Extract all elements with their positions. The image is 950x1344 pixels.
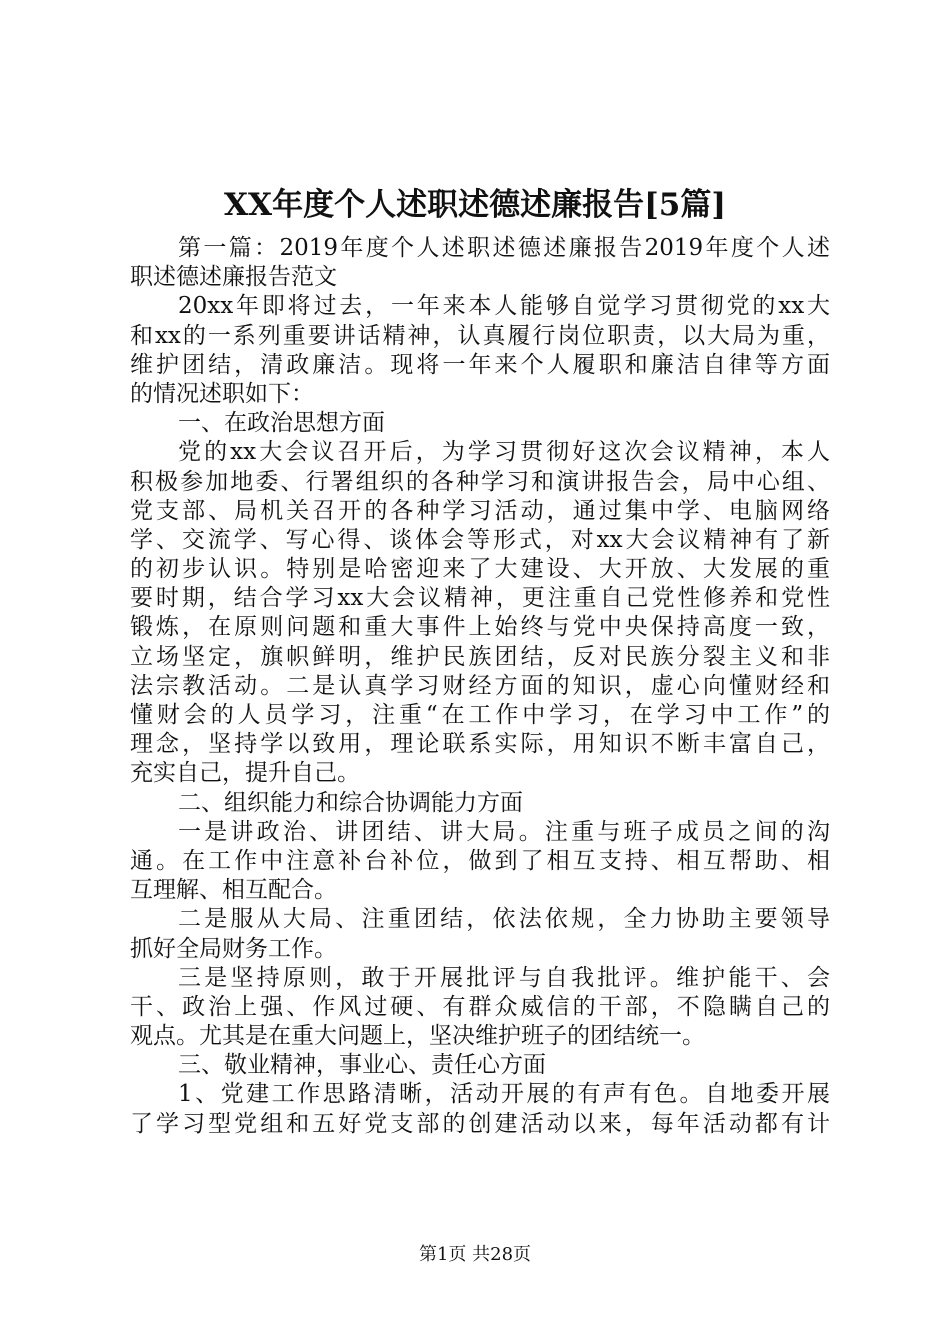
paragraph-line: 通。在工作中注意补台补位，做到了相互支持、相互帮助、相 xyxy=(130,847,830,874)
page-footer: 第1页 共28页 xyxy=(418,1244,532,1265)
paragraph-line: 理念，坚持学以致用，理论联系实际，用知识不断丰富自己， xyxy=(130,731,830,758)
paragraph-line: 要时期，结合学习xx大会议精神，更注重自己党性修养和党性 xyxy=(130,585,830,612)
paragraph-line: 维护团结，清政廉洁。现将一年来个人履职和廉洁自律等方面 xyxy=(130,351,830,378)
paragraph-line: 学、交流学、写心得、谈体会等形式，对xx大会议精神有了新 xyxy=(130,526,830,553)
paragraph-line: 第一篇：2019年度个人述职述德述廉报告2019年度个人述 xyxy=(178,235,830,261)
paragraph-line: 积极参加地委、行署组织的各种学习和演讲报告会，局中心组、 xyxy=(130,468,830,495)
section-heading: 一、在政治思想方面 xyxy=(178,410,385,437)
section-heading: 二、组织能力和综合协调能力方面 xyxy=(178,789,523,816)
paragraph-line: 互理解、相互配合。 xyxy=(130,877,337,904)
paragraph-line: 党支部、局机关召开的各种学习活动，通过集中学、电脑网络 xyxy=(130,497,830,524)
paragraph-line: 立场坚定，旗帜鲜明，维护民族团结，反对民族分裂主义和非 xyxy=(130,643,830,670)
paragraph-line: 充实自己，提升自己。 xyxy=(130,760,360,787)
paragraph-line: 法宗教活动。二是认真学习财经方面的知识，虚心向懂财经和 xyxy=(130,672,830,699)
paragraph-line: 和xx的一系列重要讲话精神，认真履行岗位职责，以大局为重， xyxy=(130,322,830,349)
paragraph-line: 干、政治上强、作风过硬、有群众威信的干部，不隐瞒自己的 xyxy=(130,993,830,1020)
document-body xyxy=(130,234,830,1139)
paragraph-line: 职述德述廉报告范文 xyxy=(130,264,337,291)
paragraph-line: 观点。尤其是在重大问题上，坚决维护班子的团结统一。 xyxy=(130,1023,705,1050)
paragraph-line: 了学习型党组和五好党支部的创建活动以来，每年活动都有计 xyxy=(130,1110,830,1137)
paragraph-line: 党的xx大会议召开后，为学习贯彻好这次会议精神，本人 xyxy=(178,439,830,466)
paragraph-line: 懂财会的人员学习，注重“在工作中学习，在学习中工作”的 xyxy=(130,702,830,728)
paragraph-line: 1、党建工作思路清晰，活动开展的有声有色。自地委开展 xyxy=(178,1081,830,1108)
document-title: XX年度个人述职述德述廉报告[5篇] xyxy=(223,187,726,223)
paragraph-line: 二是服从大局、注重团结，依法依规，全力协助主要领导 xyxy=(178,906,830,933)
paragraph-line: 锻炼，在原则问题和重大事件上始终与党中央保持高度一致， xyxy=(130,614,830,641)
paragraph-line: 一是讲政治、讲团结、讲大局。注重与班子成员之间的沟 xyxy=(178,818,830,845)
paragraph-line: 的情况述职如下： xyxy=(130,380,314,407)
paragraph-line: 抓好全局财务工作。 xyxy=(130,935,337,962)
paragraph-line: 三是坚持原则，敢于开展批评与自我批评。维护能干、会 xyxy=(178,964,830,991)
paragraph-line: 20xx年即将过去，一年来本人能够自觉学习贯彻党的xx大 xyxy=(178,293,830,320)
section-heading: 三、敬业精神，事业心、责任心方面 xyxy=(178,1052,546,1079)
paragraph-line: 的初步认识。特别是哈密迎来了大建设、大开放、大发展的重 xyxy=(130,556,830,583)
